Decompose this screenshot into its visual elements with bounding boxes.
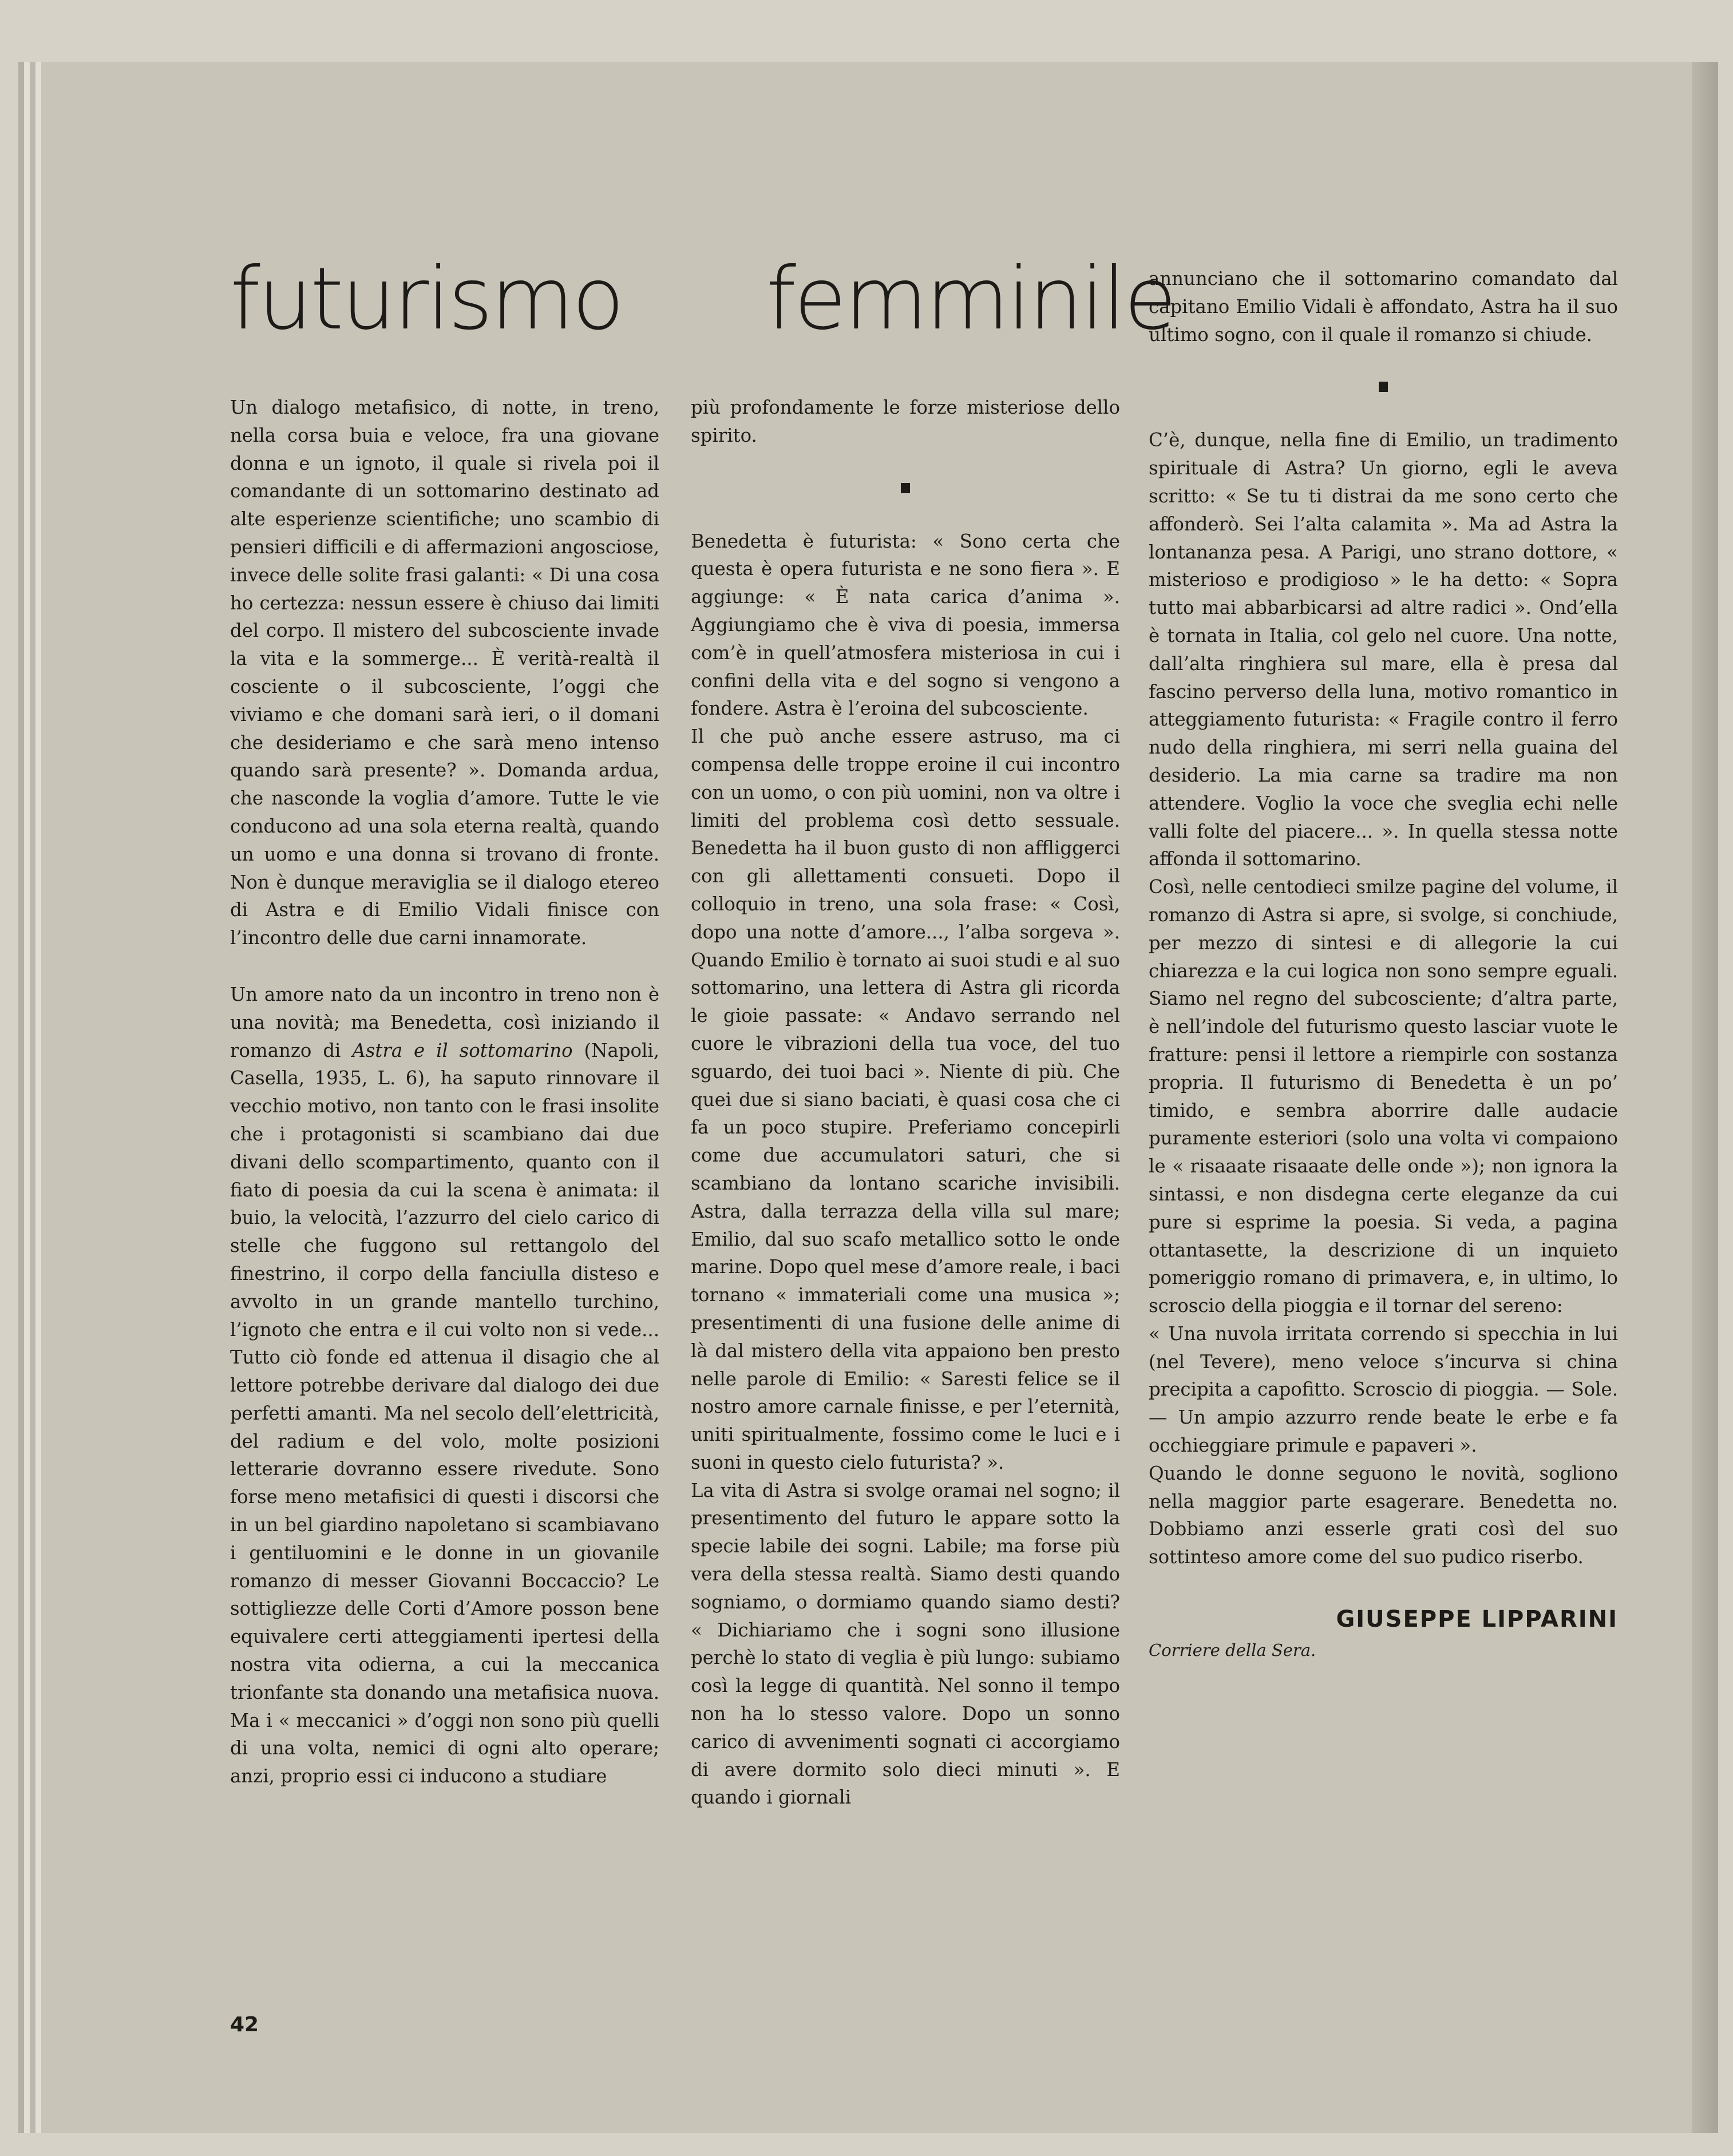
- paragraph: Il che può anche essere astruso, ma ci compensa delle troppe eroine il cui incontro con un uomo, o con più uomini, non va oltre i limiti del problema così detto sessuale. Benedetta ha il buon gusto di non affliggerci con gli allettamenti consueti. Dopo il colloquio in treno, una sola frase: « Così, dopo una notte d’amore..., l’alba sorgeva ». Quando Emilio è tornato ai suoi studi e al suo sottomarino, una lettera di Astra gli ricorda le gioie passate: « Andavo serrando nel cuore le vibrazioni della tua voce, del tuo sguardo, dei tuoi baci ». Niente di più. Che quei due si siano baciati, è quasi cosa che ci fa un poco stupire. Preferiamo concepirli come due accumulatori saturi, che si scambiano da lontano scariche invisibili. Astra, dalla terrazza della villa sul mare; Emilio, dal suo scafo metallico sotto le onde marine. Dopo quel mese d’amore reale, i baci tornano « immateriali come una musica »; presentimenti di una fusione delle anime di là dal mistero della vita appaiono ben presto nelle parole di Emilio: « Saresti felice se il nostro amore carnale finisse, e per l’eternità, uniti spiritualmente, fossimo come le luci e i suoni in questo cielo futurista? ».: [691, 726, 1120, 1473]
- square-bullet-icon: [1379, 382, 1388, 392]
- square-bullet-icon: [901, 483, 910, 493]
- book-title: Astra e il sottomarino: [352, 1039, 573, 1061]
- text-column-1: [230, 394, 659, 1790]
- quotation: « Una nuvola irritata correndo si specchia in lui (nel Tevere), meno veloce s’incurva si china precipita a capofitto. Scroscio di pioggia. — Sole. — Un ampio azzurro rende beate le erbe e fa occhieggiare primule e papaveri ».: [1149, 1322, 1618, 1457]
- paragraph: C’è, dunque, nella fine di Emilio, un tradimento spirituale di Astra? Un giorno, egli le aveva scritto: « Se tu ti distrai da me sono certo che affonderò. Sei l’alta calamita ». Ma ad Astra la lontananza pesa. A Parigi, uno strano dottore, « misterioso e prodigioso » le ha detto: « Sopra tutto mai abbarbicarsi ad altre radici ». Ond’ella è tornata in Italia, col gelo nel cuore. Una notte, dall’alta ringhiera sul mare, ella è presa dal fascino perverso della luna, motivo romantico in atteggiamento futurista: « Fragile contro il ferro nudo della ringhiera, mi serri nella guaina del desiderio. La mia carne sa tradire ma non attendere. Voglio la voce che sveglia echi nelle valli folte del piacere... ». In quella stessa notte affonda il sottomarino.: [1149, 429, 1618, 870]
- paragraph: Un dialogo metafisico, di notte, in treno, nella corsa buia e veloce, fra una giovane donna e un ignoto, il quale si rivela poi il comandante di un sottomarino destinato ad alte esperienze scientifiche; uno scambio di pensieri difficili e di affermazioni angosciose, invece delle solite frasi galanti: « Di una cosa ho certezza: nessun essere è chiuso dai limiti del corpo. Il mistero del subcosciente invade la vita e la sommerge... È verità-realtà il cosciente o il subcosciente, l’oggi che viviamo e che domani sarà ieri, o il domani che desideriamo e che sarà meno intenso quando sarà presente? ». Domanda ardua, che nasconde la voglia d’amore. Tutte le vie conducono ad una sola eterna realtà, quando un uomo e una donna si trovano di fronte. Non è dunque meraviglia se il dialogo etereo di Astra e di Emilio Vidali finisce con l’incontro delle due carni innamorate.: [230, 397, 659, 949]
- paragraph: La vita di Astra si svolge oramai nel sogno; il presentimento del futuro le appare sotto la specie labile dei sogni. Labile; ma forse più vera della stessa realtà. Siamo desti quando sogniamo, o dormiamo quando siamo desti? « Dichiariamo che i sogni sono illusione perchè lo stato di veglia è più lungo: subiamo così la legge di quantità. Nel sonno il tempo non ha lo stesso valore. Dopo un sonno carico di avvenimenti sognati ci accorgiamo di avere dormito solo dieci minuti ». E quando i giornali: [691, 1479, 1120, 1809]
- text-column-2: [691, 394, 1120, 1812]
- page-number: 42: [230, 2013, 259, 2036]
- paragraph: più profondamente le forze misteriose dello spirito.: [691, 397, 1120, 446]
- paragraph-text: Un amore nato da un incontro in treno non è una novità; ma Benedetta, così iniziando il romanzo di: [230, 983, 659, 1061]
- paragraph: annunciano che il sottomarino comandato dal capitano Emilio Vidali è affondato, Astra ha il suo ultimo sogno, con il quale il romanzo si chiude.: [1149, 268, 1618, 346]
- article-title: [230, 233, 1174, 365]
- paragraph: [230, 981, 659, 1790]
- source-credit: Corriere della Sera.: [1149, 1640, 1316, 1660]
- magazine-page: [41, 62, 1718, 2133]
- text-column-3: [1149, 265, 1618, 1662]
- title-word-futurismo: futurismo: [230, 249, 623, 349]
- paragraph: Benedetta è futurista: « Sono certa che questa è opera futurista e ne sono fiera ». E aggiunge: « È nata carica d’anima ». Aggiungiamo che è viva di poesia, immersa com’è in quell’atmosfera misteriosa in cui i confini della vita e del sogno si vengono a fondere. Astra è l’eroina del subcosciente.: [691, 530, 1120, 720]
- page-spine: [1692, 62, 1718, 2133]
- paragraph: Quando le donne seguono le novità, sogliono nella maggior parte esagerare. Benedetta no. Dobbiamo anzi esserle grati così del suo sottinteso amore come del suo pudico riserbo.: [1149, 1462, 1618, 1568]
- title-word-femminile: femminile: [766, 249, 1174, 349]
- author-signature: GIUSEPPE LIPPARINI: [1336, 1606, 1618, 1633]
- paragraph-text: (Napoli, Casella, 1935, L. 6), ha saputo rinnovare il vecchio motivo, non tanto con le frasi insolite che i protagonisti si scambiano dai due divani dello scompartimento, quanto con il fiato di poesia da cui la scena è animata: il buio, la velocità, l’azzurro del cielo carico di stelle che fuggono sul rettangolo del finestrino, il corpo della fanciulla disteso e avvolto in un grande mantello turchino, l’ignoto che entra e il cui volto non si vede... Tutto ciò fonde ed attenua il disagio che al lettore potrebbe derivare dal dialogo dei due perfetti amanti. Ma nel secolo dell’elettricità, del radium e del volo, molte posizioni letterarie dovranno essere rivedute. Sono forse meno metafisici di questi i discorsi che in un bel giardino napoletano si scambiavano i gentiluomini e le donne in un giovanile romanzo di messer Giovanni Boccaccio? Le sottigliezze delle Corti d’Amore posson bene equivalere certi atteggiamenti ipertesi della nostra vita odierna, a cui la meccanica trionfante sta donando una metafisica nuova. Ma i « meccanici » d’oggi non sono più quelli di una volta, nemici di ogni alto operare; anzi, proprio essi ci inducono a studiare: [230, 1039, 660, 1788]
- paragraph: Così, nelle centodieci smilze pagine del volume, il romanzo di Astra si apre, si svolge, si conchiude, per mezzo di sintesi e di allegorie la cui chiarezza e la cui logica non sono sempre eguali. Siamo nel regno del subcosciente; d’altra parte, è nell’indole del futurismo questo lasciar vuote le fratture: pensi il lettore a riempirle con sostanza propria. Il futurismo di Benedetta è un po’ timido, e sembra aborrire dalle audacie puramente esteriori (solo una volta vi compaiono le « risaaate risaaate delle onde »); non ignora la sintassi, e non disdegna certe eleganze da cui pure si esprime la poesia. Si veda, a pagina ottantasette, la descrizione di un inquieto pomeriggio romano di primavera, e, in ultimo, lo scroscio della pioggia e il tornar del sereno:: [1149, 876, 1618, 1317]
